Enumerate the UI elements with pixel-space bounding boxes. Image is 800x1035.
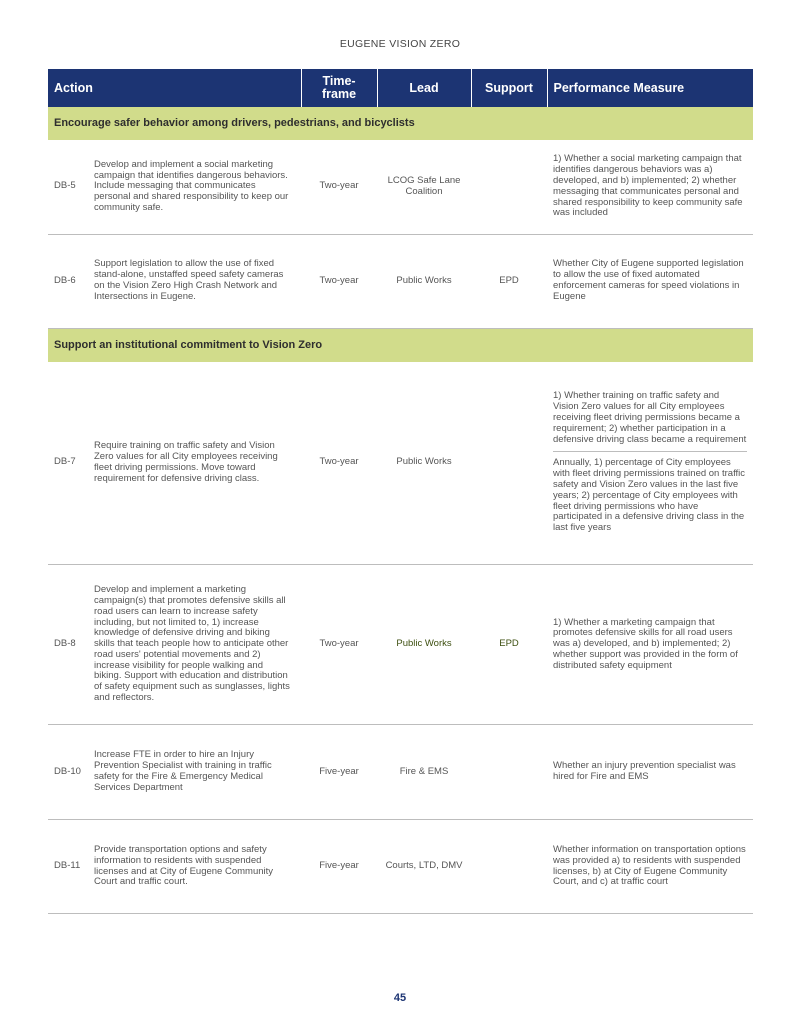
action-id: DB-5 [48, 140, 94, 234]
action-id: DB-10 [48, 725, 94, 820]
section-row [48, 107, 753, 140]
action-description: Develop and implement a marketing campaign(s) that promotes defensive skills all road users can learn to increase safety including, but not limited to, 1) increase knowledge of defensive driving and biking skills that teach people how to anticipate other road users' potential movements and 2) increase visibility for people walking and biking. Support with education and distribution of safety equipment such as sunglasses, lights and reflectors. [94, 565, 301, 725]
action-id: DB-11 [48, 820, 94, 914]
performance-cell [547, 362, 753, 565]
column-header-timeframe [301, 69, 377, 107]
performance-cell: Whether information on transportation options was provided a) to residents with suspended licenses, b) at City of Eugene Community Court, and c) at traffic court [547, 820, 753, 914]
performance-cell: 1) Whether a marketing campaign that promotes defensive skills for all road users was a) developed, and b) implemented; 2) whether support was provided in the form of distributed safety equipment [547, 565, 753, 725]
performance-cell: Whether an injury prevention specialist was hired for Fire and EMS [547, 725, 753, 820]
column-header-lead: Lead [377, 69, 471, 107]
performance-cell: Whether City of Eugene supported legislation to allow the use of fixed automated enforcement cameras for speed violations in Eugene [547, 234, 753, 328]
table-row [48, 140, 753, 234]
section-row [48, 328, 753, 362]
support-cell [471, 362, 547, 565]
performance-measure-1: 1) Whether training on traffic safety and Vision Zero values for all City employees receiving fleet driving permissions became a requirement; 2) whether participation in a defensive driving class became a requirement [553, 390, 747, 445]
table-row [48, 565, 753, 725]
table-header-row [48, 69, 753, 107]
action-description: Provide transportation options and safety information to residents with suspended licenses and at City of Eugene Community Court and traffic court. [94, 820, 301, 914]
action-id: DB-6 [48, 234, 94, 328]
support-cell: EPD [471, 234, 547, 328]
document-header: EUGENE VISION ZERO [339, 38, 461, 50]
timeframe-cell: Two-year [301, 565, 377, 725]
support-cell [471, 725, 547, 820]
action-id: DB-8 [48, 565, 94, 725]
action-description: Increase FTE in order to hire an Injury Prevention Specialist with training in traffic safety for the Fire & Emergency Medical Services Department [94, 725, 301, 820]
timeframe-cell: Two-year [301, 140, 377, 234]
column-header-support: Support [471, 69, 547, 107]
lead-cell: LCOG Safe Lane Coalition [377, 140, 471, 234]
action-plan-table [48, 69, 753, 914]
table-row [48, 362, 753, 565]
performance-measure-2: Annually, 1) percentage of City employees with fleet driving permissions trained on traffic safety and Vision Zero values in the last five years; 2) percentage of City employees with fleet driving permissions who have participated in a defensive driving class in the last five years [553, 451, 747, 540]
action-description: Support legislation to allow the use of fixed stand-alone, unstaffed speed safety cameras on the Vision Zero High Crash Network and Intersections in Eugene. [94, 234, 301, 328]
lead-cell: Public Works [377, 565, 471, 725]
page-number: 45 [393, 992, 407, 1004]
table-row [48, 234, 753, 328]
table-row [48, 820, 753, 914]
column-header-performance: Performance Measure [547, 69, 753, 107]
section-title: Support an institutional commitment to Vision Zero [48, 328, 753, 362]
support-cell [471, 820, 547, 914]
timeframe-cell: Five-year [301, 725, 377, 820]
timeframe-cell: Two-year [301, 234, 377, 328]
performance-cell: 1) Whether a social marketing campaign that identifies dangerous behaviors was a) developed, and b) implemented; 2) whether messaging that communicates personal and shared responsibility to keep community safe was included [547, 140, 753, 234]
lead-cell: Public Works [377, 362, 471, 565]
action-description: Require training on traffic safety and Vision Zero values for all City employees receiving fleet driving permissions. Move toward requirement for defensive driving class. [94, 362, 301, 565]
lead-cell: Public Works [377, 234, 471, 328]
section-title: Encourage safer behavior among drivers, pedestrians, and bicyclists [48, 107, 753, 140]
timeframe-cell: Two-year [301, 362, 377, 565]
table-row [48, 725, 753, 820]
lead-cell: Courts, LTD, DMV [377, 820, 471, 914]
lead-cell: Fire & EMS [377, 725, 471, 820]
action-description: Develop and implement a social marketing campaign that identifies dangerous behaviors. Include messaging that communicates personal and shared responsibility to keep our community safe. [94, 140, 301, 234]
support-cell: EPD [471, 565, 547, 725]
timeframe-header-text: Time- frame [321, 74, 357, 101]
timeframe-cell: Five-year [301, 820, 377, 914]
support-cell [471, 140, 547, 234]
action-id: DB-7 [48, 362, 94, 565]
column-header-action: Action [48, 69, 301, 107]
